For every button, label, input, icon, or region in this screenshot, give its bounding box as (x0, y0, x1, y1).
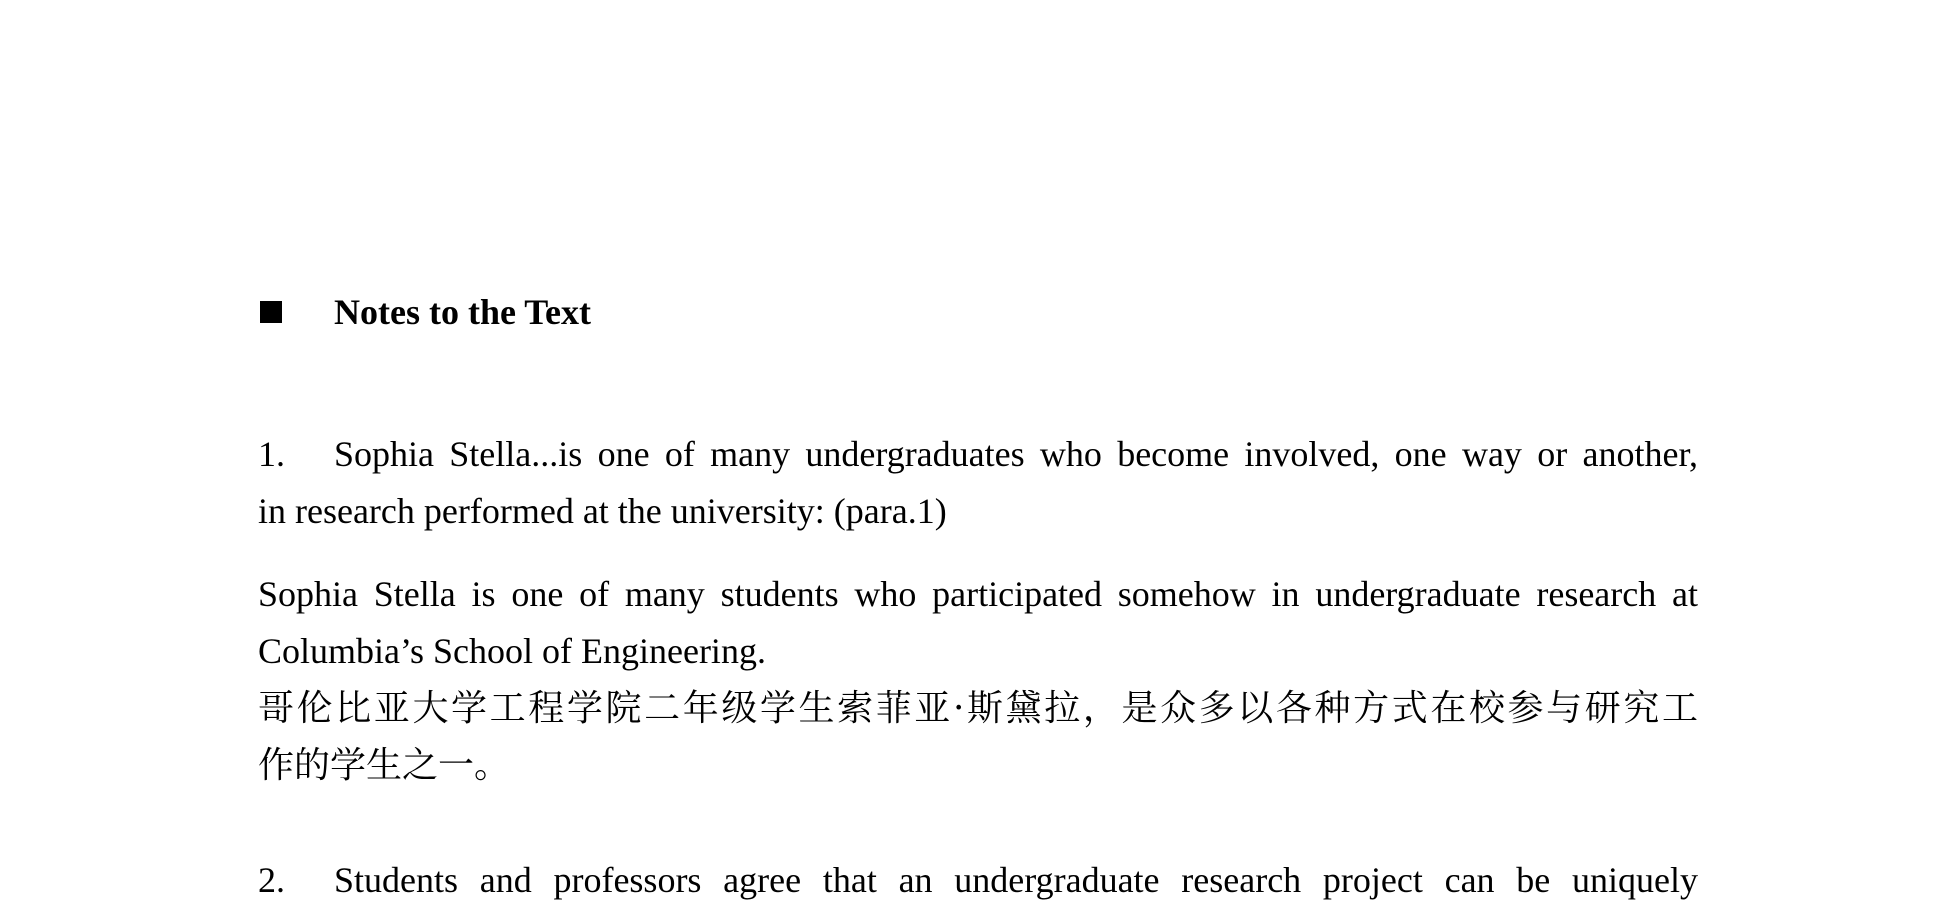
note-1-paraphrase (258, 566, 1698, 680)
note-2-quote-line-1: Students and professors agree that an undergraduate research project can be uniquely (334, 860, 1698, 900)
note-1-translation-line-2: 作的学生之一。 (258, 745, 511, 786)
note-2-first-line (258, 852, 1698, 909)
section-title: Notes to the Text (334, 292, 591, 332)
note-1-paraphrase-line-2: Columbia’s School of Engineering. (258, 631, 766, 671)
section-heading (258, 288, 591, 336)
note-1-first-line (258, 426, 1698, 483)
note-1-paraphrase-line-1: Sophia Stella is one of many students who participated somehow in undergraduate research at (258, 574, 1698, 614)
note-1-chinese-translation (258, 680, 1698, 794)
note-number: 2. (258, 860, 285, 900)
note-1-translation-line-1: 哥伦比亚大学工程学院二年级学生索菲亚·斯黛拉，是众多以各种方式在校参与研究工 (258, 688, 1698, 729)
note-number: 1. (258, 434, 285, 474)
note-1 (258, 426, 1698, 540)
black-square-icon (260, 301, 282, 323)
note-1-quote-line-2: in research performed at the university: (para.1) (258, 491, 947, 531)
note-1-quote-line-1: Sophia Stella...is one of many undergraduates who become involved, one way or another, (334, 434, 1698, 474)
note-2 (258, 852, 1698, 909)
